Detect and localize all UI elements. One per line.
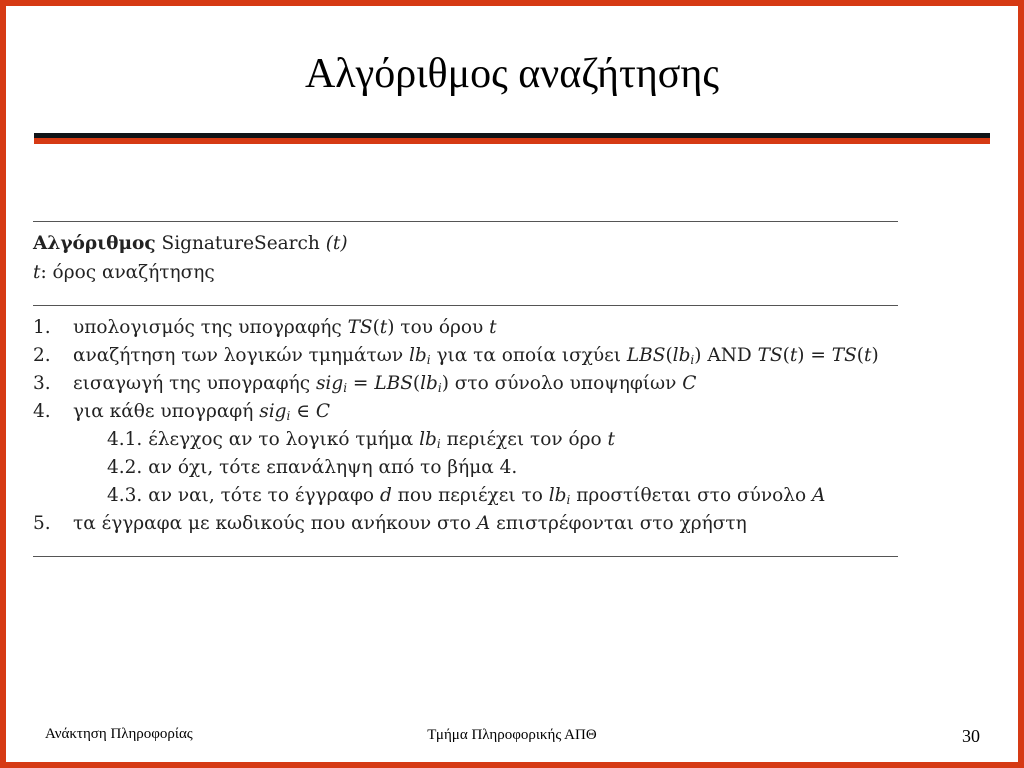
step-4-3 <box>33 484 825 512</box>
step-2 <box>33 344 879 372</box>
param-description: : όρος αναζήτησης <box>40 262 215 283</box>
step-text: αν όχι, τότε επανάληψη από το βήμα 4. <box>148 457 518 478</box>
step-text: υπολογισμός της υπογραφής TS(t) του όρου t <box>73 317 497 338</box>
step-number: 4.3. <box>107 485 143 506</box>
step-text: αναζήτηση των λογικών τμημάτων $lb_i$ για τα οποία ισχύει $LBS(lb_i)$ AND TS(t) = TS(t) <box>73 345 879 367</box>
step-text: εισαγωγή της υπογραφής $sig_i = LBS(lb_i)$ στο σύνολο υποψηφίων C <box>73 373 697 395</box>
param-name: t <box>33 262 41 283</box>
algorithm-param: (t) <box>325 233 348 254</box>
step-text: για κάθε υπογραφή sig$_i$ ∈ C <box>73 401 330 423</box>
page-number: 30 <box>962 726 980 746</box>
step-text: τα έγγραφα με κωδικούς που ανήκουν στο A επιστρέφονται στο χρήστη <box>73 513 747 534</box>
step-text: έλεγχος αν το λογικό τμήμα $lb_i$ περιέχει τον όρο t <box>148 429 615 451</box>
algorithm-param-line <box>33 261 215 285</box>
step-4-2 <box>33 456 517 480</box>
step-number: 4.1. <box>107 429 143 450</box>
slide-title: Αλγόριθμος αναζήτησης <box>304 51 720 97</box>
algorithm-keyword: Αλγόριθμος <box>33 233 156 254</box>
step-number: 5. <box>33 513 51 534</box>
step-number: 4. <box>33 401 51 422</box>
step-5 <box>33 512 747 536</box>
step-text: αν ναι, τότε το έγγραφο d που περιέχει το $lb_i$ προστίθεται στο σύνολο A <box>148 485 826 507</box>
algorithm-header-rule <box>33 305 898 306</box>
step-4 <box>33 400 330 428</box>
footer-department: Τμήμα Πληροφορικής ΑΠΘ <box>427 727 597 743</box>
step-number: 4.2. <box>107 457 143 478</box>
algorithm-bottom-rule <box>33 556 898 557</box>
step-number: 3. <box>33 373 51 394</box>
step-3 <box>33 372 696 400</box>
algorithm-top-rule <box>33 221 898 222</box>
step-1 <box>33 316 497 340</box>
step-number: 2. <box>33 345 51 366</box>
footer-course: Ανάκτηση Πληροφορίας <box>45 726 193 742</box>
step-number: 1. <box>33 317 51 338</box>
step-4-1 <box>33 428 615 456</box>
algorithm-header <box>33 232 348 256</box>
algorithm-name: SignatureSearch <box>161 233 320 254</box>
title-divider-red <box>34 138 990 144</box>
